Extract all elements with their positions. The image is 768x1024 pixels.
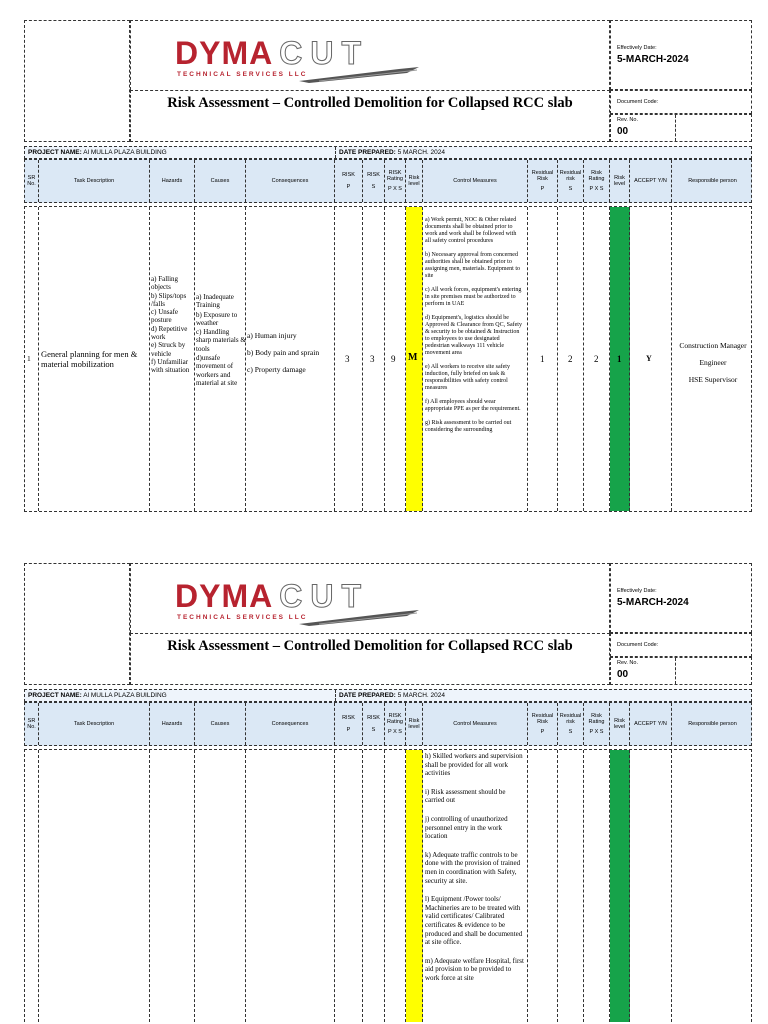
document-code-box bbox=[610, 90, 752, 114]
control-measure-item: i) Risk assessment should be carried out bbox=[425, 787, 506, 805]
document-code-label: Document Code: bbox=[617, 642, 659, 648]
effective-date-label: Effectively Date: bbox=[617, 45, 657, 51]
risk-rating-value: 9 bbox=[391, 354, 396, 364]
title-box bbox=[130, 633, 610, 685]
col-residual-level: Risk level bbox=[610, 703, 630, 745]
hazards-cell bbox=[150, 207, 195, 511]
residual-s-value: 2 bbox=[568, 354, 573, 364]
hazard-item: b) Slips/tops /falls bbox=[151, 291, 187, 308]
cause-item: b) Exposure to weather bbox=[196, 310, 238, 327]
project-label: PROJECT NAME: bbox=[28, 692, 82, 699]
control-measure-item: b) Necessary approval from concerned authorities shall be obtained prior to assigning men, materials. Equipment to site bbox=[425, 252, 520, 279]
document-code-box bbox=[610, 633, 752, 657]
col-task: Task Description bbox=[39, 160, 150, 202]
rev-box bbox=[610, 657, 752, 685]
logo-text-dyma: DYMA bbox=[175, 35, 274, 71]
hazard-item: c) Unsafe posture bbox=[151, 308, 179, 325]
responsible-person-item: HSE Supervisor bbox=[688, 375, 738, 384]
col-risk-s: RISK S bbox=[363, 160, 385, 202]
control-measure-item: e) All workers to receive site safety induction, fully briefed on task & responsibilities with safety control measures bbox=[425, 364, 510, 391]
column-header-row bbox=[24, 159, 752, 203]
col-responsible: Responsible person bbox=[688, 721, 737, 727]
header-left-blank bbox=[24, 563, 130, 685]
control-measure-item: f) All employees should wear appropriate PPE as per the requirement. bbox=[425, 399, 521, 412]
col-residual-p: Residual Risk P bbox=[528, 160, 558, 202]
consequences-cell bbox=[246, 207, 335, 511]
col-hazards: Hazards bbox=[150, 703, 195, 745]
responsible-person-item: Engineer bbox=[699, 358, 727, 367]
rev-box bbox=[610, 114, 752, 142]
col-risk-p: RISK P bbox=[335, 160, 363, 202]
responsible-person-item: Construction Manager bbox=[679, 341, 747, 350]
table-row bbox=[24, 749, 752, 1022]
rev-value: 00 bbox=[617, 126, 629, 137]
logo-subtitle: TECHNICAL SERVICES LLC bbox=[177, 614, 308, 621]
col-residual-rating: Risk Rating P X S bbox=[584, 160, 610, 202]
col-control-measures: Control Measures bbox=[423, 160, 528, 202]
rev-label: Rev. No. bbox=[617, 660, 638, 666]
effective-date-value: 5-MARCH-2024 bbox=[617, 597, 689, 608]
col-consequences: Consequences bbox=[246, 160, 335, 202]
consequence-item: b) Body pain and sprain bbox=[247, 348, 320, 357]
col-accept: ACCEPT Y/N bbox=[630, 703, 672, 745]
control-measure-item: a) Work permit, NOC & Other related documents shall be obtained prior to work and work shall be followed with all safety control procedures bbox=[425, 217, 517, 244]
col-residual-rating: Risk Rating P X S bbox=[584, 703, 610, 745]
date-prepared-label: DATE PREPARED: bbox=[339, 149, 396, 156]
col-hazards: Hazards bbox=[150, 160, 195, 202]
date-prepared-label: DATE PREPARED: bbox=[339, 692, 396, 699]
project-name: Al MULLA PLAZA BUILDING bbox=[83, 149, 167, 156]
control-measure-item: d) Equipment's, logistics should be Approved & Clearance from QC, Safety & security to be obtained & Instruction to employees to use designated pedestrian walkways 111 vehicle movement area bbox=[425, 315, 522, 356]
residual-rating-value: 2 bbox=[594, 354, 599, 364]
project-row bbox=[24, 689, 752, 702]
control-measure-item: k) Adequate traffic controls to be done with the provision of trained men in coordination with Safety, security at site. bbox=[425, 850, 521, 885]
project-name: Al MULLA PLAZA BUILDING bbox=[83, 692, 167, 699]
col-risk-level: Risk level bbox=[406, 703, 423, 745]
table-row bbox=[24, 206, 752, 512]
company-logo bbox=[130, 20, 610, 90]
col-risk-rating: RISK Rating P X S bbox=[385, 703, 406, 745]
effective-date-label: Effectively Date: bbox=[617, 588, 657, 594]
control-measures-cell bbox=[423, 750, 528, 1022]
logo-subtitle: TECHNICAL SERVICES LLC bbox=[177, 71, 308, 78]
hazard-item: d) Repetitive work bbox=[151, 324, 188, 342]
residual-p-value: 1 bbox=[540, 354, 545, 364]
header-left-blank bbox=[24, 20, 130, 142]
date-prepared-value: 5 MARCH. 2024 bbox=[397, 692, 445, 699]
company-logo bbox=[130, 563, 610, 633]
effective-date-value: 5-MARCH-2024 bbox=[617, 54, 689, 65]
effective-date-box bbox=[610, 20, 752, 90]
col-residual-level: Risk level bbox=[610, 160, 630, 202]
cause-item: c) Handling sharp materials & tools bbox=[196, 328, 246, 353]
consequence-item: c) Property damage bbox=[247, 365, 306, 374]
col-causes: Causes bbox=[195, 703, 246, 745]
responsible-cell bbox=[672, 207, 753, 511]
logo-text-cut: CUT bbox=[279, 578, 369, 614]
residual-level-value: 1 bbox=[617, 354, 622, 364]
effective-date-box bbox=[610, 563, 752, 633]
col-sr: SR No. bbox=[25, 160, 39, 202]
task-description: General planning for men & material mobilization bbox=[41, 349, 138, 369]
logo-swoosh-icon bbox=[299, 608, 419, 626]
document-title: Risk Assessment – Controlled Demolition for Collapsed RCC slab bbox=[167, 95, 573, 111]
document-header bbox=[24, 563, 752, 685]
project-label: PROJECT NAME: bbox=[28, 149, 82, 156]
risk-s-value: 3 bbox=[370, 354, 375, 364]
page-2 bbox=[24, 563, 752, 1022]
col-consequences: Consequences bbox=[246, 703, 335, 745]
col-control-measures: Control Measures bbox=[423, 703, 528, 745]
col-accept: ACCEPT Y/N bbox=[630, 160, 672, 202]
page-1 bbox=[24, 20, 752, 512]
hazard-item: f) Unfamiliar with situation bbox=[151, 357, 190, 375]
residual-level-cell bbox=[610, 750, 630, 1022]
col-task: Task Description bbox=[39, 703, 150, 745]
risk-level-value: M bbox=[408, 352, 418, 363]
document-code-label: Document Code: bbox=[617, 99, 659, 105]
control-measure-item: m) Adequate welfare Hospital, first aid provision to be provided to work force at site bbox=[425, 956, 524, 982]
risk-level-cell bbox=[406, 207, 423, 511]
control-measure-item: g) Risk assessment to be carried out considering the surrounding bbox=[425, 420, 512, 433]
consequence-item: a) Human injury bbox=[247, 331, 297, 340]
control-measure-item: j) controlling of unauthorized personnel entry in the work location bbox=[425, 814, 508, 841]
control-measure-item: h) Skilled workers and supervision shall be provided for all work activities bbox=[425, 752, 523, 778]
col-risk-s: RISK S bbox=[363, 703, 385, 745]
col-residual-s: Residual risk S bbox=[558, 703, 584, 745]
col-residual-s: Residual risk S bbox=[558, 160, 584, 202]
risk-p-value: 3 bbox=[345, 354, 350, 364]
date-prepared-value: 5 MARCH. 2024 bbox=[397, 149, 445, 156]
hazard-item: a) Falling objects bbox=[151, 275, 179, 292]
accept-value: Y bbox=[646, 354, 652, 363]
col-risk-level: Risk level bbox=[406, 160, 423, 202]
cause-item: d)unsafe movement of workers and material at site bbox=[196, 354, 238, 387]
col-risk-rating: RISK Rating P X S bbox=[385, 160, 406, 202]
title-box bbox=[130, 90, 610, 142]
residual-level-cell bbox=[610, 207, 630, 511]
control-measures-cell bbox=[423, 207, 528, 511]
control-measure-item: c) All work forces, equipment's entering in site premises must be authorized to perform in UAE bbox=[425, 287, 522, 307]
col-causes: Causes bbox=[195, 160, 246, 202]
project-row bbox=[24, 146, 752, 159]
hazard-item: e) Struck by vehicle bbox=[151, 341, 186, 358]
document-header bbox=[24, 20, 752, 142]
causes-cell bbox=[195, 207, 246, 511]
col-responsible: Responsible person bbox=[688, 178, 737, 184]
col-sr: SR No. bbox=[25, 703, 39, 745]
row-sr: 1 bbox=[27, 354, 31, 363]
col-residual-p: Residual Risk P bbox=[528, 703, 558, 745]
document-title: Risk Assessment – Controlled Demolition for Collapsed RCC slab bbox=[167, 638, 573, 654]
column-header-row bbox=[24, 702, 752, 746]
logo-swoosh-icon bbox=[299, 65, 419, 83]
col-risk-p: RISK P bbox=[335, 703, 363, 745]
rev-value: 00 bbox=[617, 669, 629, 680]
logo-text-dyma: DYMA bbox=[175, 578, 274, 614]
control-measure-item: l) Equipment /Power tools/ Machineries are to be treated with valid certificates/ Calibrated certificates & evidence to be produced and shall be documented at site office. bbox=[425, 895, 523, 947]
cause-item: a) Inadequate Training bbox=[196, 293, 234, 310]
rev-label: Rev. No. bbox=[617, 117, 638, 123]
risk-level-cell bbox=[406, 750, 423, 1022]
logo-text-cut: CUT bbox=[279, 35, 369, 71]
